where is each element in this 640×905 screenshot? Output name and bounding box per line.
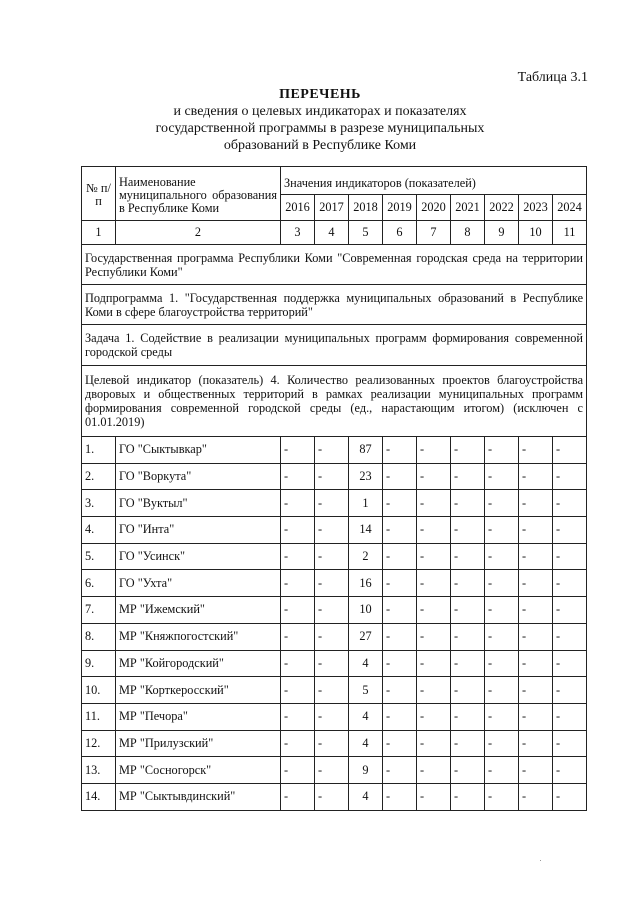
indicator-value: -: [519, 490, 553, 517]
municipality-name: МР "Сосногорск": [116, 757, 281, 784]
indicator-value: -: [417, 463, 451, 490]
indicator-value: -: [383, 463, 417, 490]
indicator-value: -: [315, 730, 349, 757]
table-row: [82, 650, 587, 677]
municipality-name: ГО "Усинск": [116, 543, 281, 570]
indicator-value: -: [417, 623, 451, 650]
indicator-value: -: [281, 757, 315, 784]
municipality-name: МР "Сыктывдинский": [116, 783, 281, 810]
indicator-value: -: [383, 570, 417, 597]
table-row: [82, 623, 587, 650]
indicator-value: -: [281, 463, 315, 490]
row-number: 7.: [82, 597, 116, 624]
municipality-name: МР "Прилузский": [116, 730, 281, 757]
indicator-value: -: [281, 570, 315, 597]
indicator-value: -: [553, 677, 587, 704]
table-row: [82, 783, 587, 810]
indicator-value: -: [485, 597, 519, 624]
subtitle-line: государственной программы в разрезе муниципальных: [155, 121, 485, 136]
indicator-value: -: [519, 597, 553, 624]
indicator-value: -: [383, 517, 417, 544]
row-number: 12.: [82, 730, 116, 757]
column-number: 9: [485, 221, 519, 245]
indicator-value: -: [281, 650, 315, 677]
indicator-value: -: [315, 463, 349, 490]
indicator-value: -: [553, 490, 587, 517]
column-number: 7: [417, 221, 451, 245]
indicator-value: -: [417, 543, 451, 570]
indicator-value: -: [485, 437, 519, 464]
indicator-value: -: [417, 757, 451, 784]
subprogram-row: [82, 285, 587, 325]
indicator-value: -: [519, 570, 553, 597]
indicator-value: -: [553, 597, 587, 624]
indicator-value: -: [451, 490, 485, 517]
municipality-name: ГО "Ухта": [116, 570, 281, 597]
indicator-value: -: [281, 517, 315, 544]
indicator-value: -: [485, 730, 519, 757]
indicator-value: -: [383, 757, 417, 784]
indicator-value: -: [553, 757, 587, 784]
indicator-value: 1: [349, 490, 383, 517]
indicator-value: -: [451, 543, 485, 570]
indicator-value: -: [383, 677, 417, 704]
indicator-value: -: [553, 650, 587, 677]
indicator-value: -: [417, 730, 451, 757]
indicator-value: -: [383, 730, 417, 757]
indicator-value: -: [485, 783, 519, 810]
column-number: 4: [315, 221, 349, 245]
indicator-value: -: [451, 783, 485, 810]
indicator-value: -: [485, 570, 519, 597]
indicator-value: -: [315, 517, 349, 544]
indicator-row: [82, 366, 587, 437]
indicator-value: -: [383, 543, 417, 570]
indicator-value: -: [315, 437, 349, 464]
program-row: [82, 245, 587, 285]
table-row: [82, 757, 587, 784]
indicator-value: -: [315, 783, 349, 810]
indicator-value: -: [485, 490, 519, 517]
row-number: 9.: [82, 650, 116, 677]
indicator-value: -: [383, 490, 417, 517]
indicator-value: -: [383, 437, 417, 464]
indicator-value: 16: [349, 570, 383, 597]
column-number: 5: [349, 221, 383, 245]
indicator-value: -: [315, 703, 349, 730]
indicator-value: -: [519, 757, 553, 784]
indicator-value: -: [383, 783, 417, 810]
indicator-value: -: [417, 490, 451, 517]
indicator-value: -: [451, 570, 485, 597]
indicator-value: 2: [349, 543, 383, 570]
row-number: 4.: [82, 517, 116, 544]
task-title: Задача 1. Содействие в реализации муниципальных программ формирования современной городской среды: [82, 325, 587, 366]
indicator-value: -: [519, 517, 553, 544]
indicator-value: -: [451, 623, 485, 650]
column-number: 2: [116, 221, 281, 245]
row-number: 8.: [82, 623, 116, 650]
indicator-value: -: [417, 650, 451, 677]
indicator-value: -: [315, 597, 349, 624]
scan-speck: [540, 860, 541, 861]
table-row: [82, 517, 587, 544]
indicator-value: -: [281, 703, 315, 730]
indicator-value: -: [451, 703, 485, 730]
indicator-value: -: [553, 517, 587, 544]
indicator-value: -: [553, 783, 587, 810]
year-header: 2023: [519, 195, 553, 221]
municipality-name: ГО "Воркута": [116, 463, 281, 490]
indicator-value: -: [485, 677, 519, 704]
year-header: 2020: [417, 195, 451, 221]
indicator-value: -: [281, 490, 315, 517]
indicator-title: Целевой индикатор (показатель) 4. Количество реализованных проектов благоустройства дворовых и общественных территорий в рамках реализации муниципальных программ формирования современной городской среды (ед., нарастающим итогом) (исключен с 01.01.2019): [82, 366, 587, 437]
task-row: [82, 325, 587, 366]
table-row: [82, 463, 587, 490]
indicator-value: 4: [349, 783, 383, 810]
table-row: [82, 677, 587, 704]
indicator-value: -: [451, 677, 485, 704]
indicator-value: -: [315, 757, 349, 784]
indicator-value: -: [485, 623, 519, 650]
subtitle-line: образований в Республике Коми: [223, 138, 417, 153]
table-number-label: Таблица 3.1: [517, 70, 588, 85]
indicator-value: -: [519, 783, 553, 810]
indicator-value: -: [485, 463, 519, 490]
table-row: [82, 543, 587, 570]
indicator-value: -: [315, 677, 349, 704]
indicator-value: -: [383, 703, 417, 730]
indicator-value: -: [315, 570, 349, 597]
indicator-value: -: [553, 543, 587, 570]
indicator-value: -: [281, 677, 315, 704]
indicator-value: -: [519, 437, 553, 464]
table-row: [82, 703, 587, 730]
indicator-value: 10: [349, 597, 383, 624]
column-number: 10: [519, 221, 553, 245]
year-header: 2019: [383, 195, 417, 221]
indicator-value: -: [417, 677, 451, 704]
year-header: 2021: [451, 195, 485, 221]
indicator-value: 5: [349, 677, 383, 704]
municipality-name: МР "Ижемский": [116, 597, 281, 624]
indicator-value: -: [281, 623, 315, 650]
municipality-name: ГО "Инта": [116, 517, 281, 544]
indicator-value: -: [553, 437, 587, 464]
indicator-value: -: [315, 543, 349, 570]
row-number: 1.: [82, 437, 116, 464]
row-number: 5.: [82, 543, 116, 570]
indicators-table: [81, 166, 587, 811]
indicator-value: 9: [349, 757, 383, 784]
municipality-name: ГО "Сыктывкар": [116, 437, 281, 464]
indicator-value: -: [281, 783, 315, 810]
indicator-value: -: [383, 650, 417, 677]
indicator-value: -: [519, 677, 553, 704]
indicator-value: -: [519, 623, 553, 650]
indicator-value: -: [315, 490, 349, 517]
column-number: 1: [82, 221, 116, 245]
indicator-value: -: [485, 650, 519, 677]
year-header: 2022: [485, 195, 519, 221]
indicator-value: -: [451, 517, 485, 544]
column-number: 8: [451, 221, 485, 245]
year-header: 2017: [315, 195, 349, 221]
program-title: Государственная программа Республики Коми "Современная городская среда на территории Республики Коми": [82, 245, 587, 285]
subtitle-line: и сведения о целевых индикаторах и показателях: [173, 104, 467, 119]
indicator-value: -: [485, 543, 519, 570]
indicator-value: 4: [349, 650, 383, 677]
row-number: 13.: [82, 757, 116, 784]
indicator-value: -: [417, 570, 451, 597]
indicator-value: -: [519, 730, 553, 757]
indicator-value: -: [281, 597, 315, 624]
indicator-value: -: [281, 437, 315, 464]
header-name: Наименование муниципального образования в Республике Коми: [116, 167, 281, 221]
row-number: 11.: [82, 703, 116, 730]
municipality-name: МР "Печора": [116, 703, 281, 730]
indicator-value: -: [553, 730, 587, 757]
indicator-value: -: [553, 570, 587, 597]
row-number: 2.: [82, 463, 116, 490]
indicator-value: -: [417, 703, 451, 730]
indicator-value: -: [417, 517, 451, 544]
subprogram-title: Подпрограмма 1. "Государственная поддержка муниципальных образований в Республике Коми в сфере благоустройства территорий": [82, 285, 587, 325]
year-header: 2016: [281, 195, 315, 221]
document-title: ПЕРЕЧЕНЬ: [279, 87, 361, 102]
municipality-name: МР "Койгородский": [116, 650, 281, 677]
indicator-value: -: [485, 757, 519, 784]
indicator-value: 27: [349, 623, 383, 650]
municipality-name: ГО "Вуктыл": [116, 490, 281, 517]
indicator-value: -: [417, 597, 451, 624]
indicator-value: -: [485, 703, 519, 730]
table-row: [82, 437, 587, 464]
indicator-value: -: [451, 730, 485, 757]
indicator-value: -: [417, 437, 451, 464]
indicator-value: -: [519, 463, 553, 490]
header-row: [82, 167, 587, 195]
table-row: [82, 570, 587, 597]
row-number: 3.: [82, 490, 116, 517]
indicator-value: 87: [349, 437, 383, 464]
document-heading: [0, 86, 640, 154]
indicator-value: 4: [349, 730, 383, 757]
indicator-value: -: [553, 623, 587, 650]
year-header: 2018: [349, 195, 383, 221]
indicator-value: -: [553, 703, 587, 730]
indicator-value: -: [519, 543, 553, 570]
column-numbers-row: [82, 221, 587, 245]
row-number: 14.: [82, 783, 116, 810]
row-number: 6.: [82, 570, 116, 597]
table-row: [82, 597, 587, 624]
indicator-value: -: [417, 783, 451, 810]
table-row: [82, 730, 587, 757]
column-number: 3: [281, 221, 315, 245]
indicator-value: -: [451, 437, 485, 464]
indicator-value: -: [281, 730, 315, 757]
indicator-value: -: [553, 463, 587, 490]
header-values-group: Значения индикаторов (показателей): [281, 167, 587, 195]
indicator-value: -: [315, 650, 349, 677]
indicator-value: 14: [349, 517, 383, 544]
indicator-value: -: [383, 623, 417, 650]
indicator-value: -: [451, 757, 485, 784]
indicator-value: -: [451, 463, 485, 490]
table-row: [82, 490, 587, 517]
indicator-value: -: [451, 597, 485, 624]
indicator-value: -: [485, 517, 519, 544]
indicator-value: 23: [349, 463, 383, 490]
municipality-name: МР "Княжпогостский": [116, 623, 281, 650]
indicator-value: -: [315, 623, 349, 650]
indicator-value: -: [383, 597, 417, 624]
municipality-name: МР "Корткеросский": [116, 677, 281, 704]
indicator-value: -: [519, 650, 553, 677]
row-number: 10.: [82, 677, 116, 704]
indicator-value: -: [281, 543, 315, 570]
column-number: 11: [553, 221, 587, 245]
header-num: № п/п: [82, 167, 116, 221]
column-number: 6: [383, 221, 417, 245]
indicator-value: -: [519, 703, 553, 730]
year-header: 2024: [553, 195, 587, 221]
indicator-value: -: [451, 650, 485, 677]
indicator-value: 4: [349, 703, 383, 730]
